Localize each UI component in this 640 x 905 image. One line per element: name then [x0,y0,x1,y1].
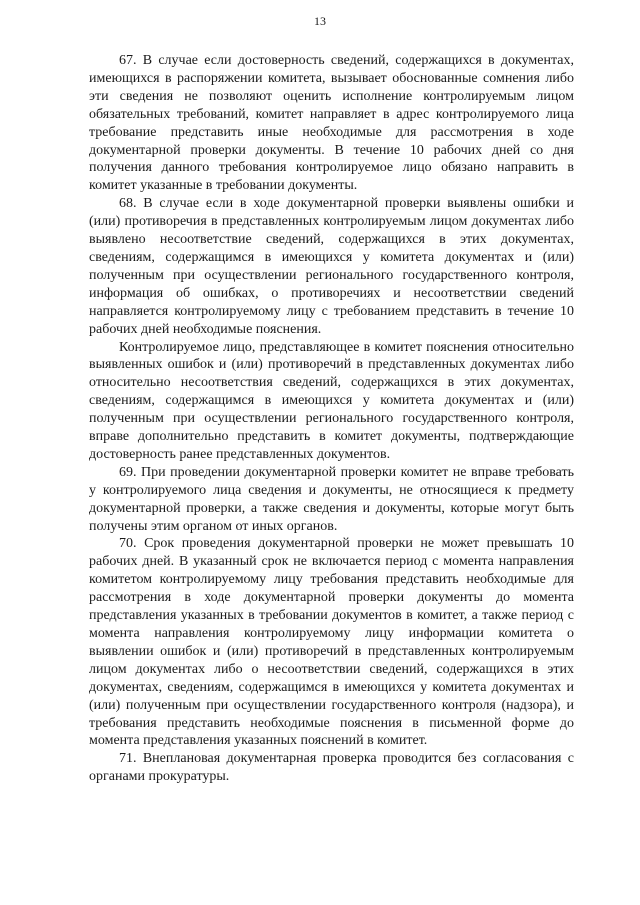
paragraph-70: 70. Срок проведения документарной проверки не может превышать 10 рабочих дней. В указанный срок не включается период с момента направления комитетом контролируемому лицу требования представить необходимые для рассмотрения в ходе документарной проверки документы до момента представления указанных в требовании документов в комитет, а также период с момента направления контролируемому лицу информации комитета о выявлении ошибок и (или) противоречий в представленных контролируемым лицом документах либо о несоответствии сведений, содержащихся в этих документах, сведениям, содержащимся в имеющихся у комитета документах и (или) полученным при осуществлении государственного контроля (надзора), и требования представить необходимые пояснения в письменной форме до момента представления указанных пояснений в комитет. [89,536,574,749]
paragraph-71: 71. Внеплановая документарная проверка проводится без согласования с органами прокуратуры. [89,751,574,785]
paragraph-68: 68. В случае если в ходе документарной проверки выявлены ошибки и (или) противоречия в представленных контролируемым лицом документах либо выявлено несоответствие сведений, содержащихся в этих документах, сведениям, содержащимся в имеющихся у комитета документах и (или) полученным при осуществлении регионального государственного контроля, информация об ошибках, о противоречиях и несоответствии сведений направляется контролируемому лицу с требованием представить в течение 10 рабочих дней необходимые пояснения. [89,196,574,337]
paragraph-69: 69. При проведении документарной проверки комитет не вправе требовать у контролируемого лица сведения и документы, не относящиеся к предмету документарной проверки, а также сведения и документы, которые могут быть получены этим органом от иных органов. [89,464,574,534]
paragraph-68-continuation: Контролируемое лицо, представляющее в комитет пояснения относительно выявленных ошибок и (или) противоречий в представленных документах либо относительно несоответствия сведений, содержащихся в этих документах, сведениям, содержащимся в имеющихся у комитета документах и (или) полученным при осуществлении регионального государственного контроля, вправе дополнительно представить в комитет документы, подтверждающие достоверность ранее представленных документов. [89,339,574,462]
document-body [89,52,574,786]
page-number: 13 [314,14,326,28]
paragraph-67: 67. В случае если достоверность сведений, содержащихся в документах, имеющихся в распоряжении комитета, вызывает обоснованные сомнения либо эти сведения не позволяют оценить исполнение контролируемым лицом обязательных требований, комитет направляет в адрес контролируемого лица требование представить иные необходимые для рассмотрения в ходе документарной проверки документы. В течение 10 рабочих дней со дня получения данного требования контролируемое лицо обязано направить в комитет указанные в требовании документы. [89,53,574,194]
